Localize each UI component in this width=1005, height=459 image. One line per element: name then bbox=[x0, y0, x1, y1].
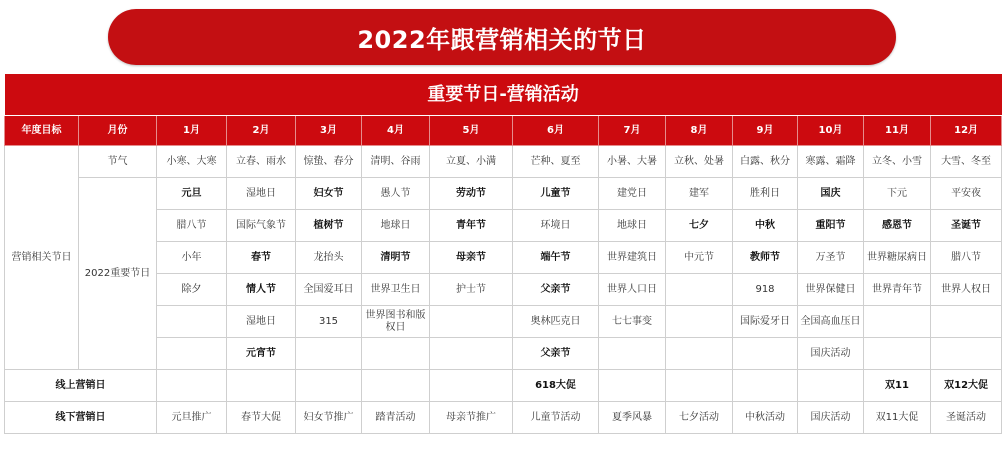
festival-cell: 劳动节 bbox=[430, 178, 513, 210]
festival-cell: 小年 bbox=[157, 242, 227, 274]
festival-cell: 918 bbox=[733, 274, 798, 306]
festival-cell: 中秋 bbox=[733, 210, 798, 242]
festival-cell: 建党日 bbox=[599, 178, 666, 210]
row-label: 2022重要节日 bbox=[79, 178, 157, 370]
festival-cell: 全国高血压日 bbox=[798, 306, 864, 338]
festival-cell: 龙抬头 bbox=[296, 242, 362, 274]
jieqi-cell: 芒种、夏至 bbox=[513, 146, 599, 178]
festival-cell: 七夕 bbox=[666, 210, 733, 242]
row-label: 节气 bbox=[79, 146, 157, 178]
offline-cell: 圣诞活动 bbox=[931, 402, 1002, 434]
festival-cell: 奥林匹克日 bbox=[513, 306, 599, 338]
festival-cell bbox=[430, 338, 513, 370]
festival-cell bbox=[931, 338, 1002, 370]
online-cell bbox=[666, 370, 733, 402]
festival-cell: 母亲节 bbox=[430, 242, 513, 274]
festival-cell: 国际爱牙日 bbox=[733, 306, 798, 338]
table-row bbox=[5, 146, 1002, 178]
jieqi-cell: 寒露、霜降 bbox=[798, 146, 864, 178]
festival-cell: 感恩节 bbox=[864, 210, 931, 242]
offline-cell: 踏青活动 bbox=[362, 402, 430, 434]
festival-cell: 地球日 bbox=[599, 210, 666, 242]
jieqi-cell: 立夏、小满 bbox=[430, 146, 513, 178]
festival-cell: 重阳节 bbox=[798, 210, 864, 242]
festival-cell bbox=[931, 306, 1002, 338]
offline-cell: 妇女节推广 bbox=[296, 402, 362, 434]
offline-cell: 中秋活动 bbox=[733, 402, 798, 434]
column-header: 6月 bbox=[513, 116, 599, 146]
festival-cell: 腊八节 bbox=[931, 242, 1002, 274]
online-cell: 双11 bbox=[864, 370, 931, 402]
festival-cell: 元旦 bbox=[157, 178, 227, 210]
festival-cell: 地球日 bbox=[362, 210, 430, 242]
column-header: 8月 bbox=[666, 116, 733, 146]
festival-cell: 愚人节 bbox=[362, 178, 430, 210]
jieqi-cell: 小暑、大暑 bbox=[599, 146, 666, 178]
festival-cell: 国庆 bbox=[798, 178, 864, 210]
festival-cell: 湿地日 bbox=[227, 306, 296, 338]
festival-cell: 妇女节 bbox=[296, 178, 362, 210]
column-header: 月份 bbox=[79, 116, 157, 146]
festival-cell bbox=[666, 274, 733, 306]
jieqi-cell: 立冬、小雪 bbox=[864, 146, 931, 178]
festival-cell: 世界保健日 bbox=[798, 274, 864, 306]
online-cell: 双12大促 bbox=[931, 370, 1002, 402]
festival-cell bbox=[733, 338, 798, 370]
column-header: 11月 bbox=[864, 116, 931, 146]
column-header: 9月 bbox=[733, 116, 798, 146]
table-body bbox=[5, 146, 1002, 434]
festival-cell: 国庆活动 bbox=[798, 338, 864, 370]
festival-cell: 世界糖尿病日 bbox=[864, 242, 931, 274]
jieqi-cell: 立春、雨水 bbox=[227, 146, 296, 178]
festival-cell bbox=[157, 306, 227, 338]
column-header: 2月 bbox=[227, 116, 296, 146]
table-row bbox=[5, 370, 1002, 402]
header-row bbox=[5, 116, 1002, 146]
jieqi-cell: 大雪、冬至 bbox=[931, 146, 1002, 178]
festival-cell: 世界图书和版权日 bbox=[362, 306, 430, 338]
online-cell: 618大促 bbox=[513, 370, 599, 402]
page-title: 2022年跟营销相关的节日 bbox=[108, 9, 896, 65]
festival-cell: 全国爱耳日 bbox=[296, 274, 362, 306]
row-label: 线下营销日 bbox=[5, 402, 157, 434]
table-banner: 重要节日-营销活动 bbox=[5, 74, 1002, 116]
festival-cell: 清明节 bbox=[362, 242, 430, 274]
online-cell bbox=[599, 370, 666, 402]
festival-cell: 父亲节 bbox=[513, 338, 599, 370]
column-header: 年度目标 bbox=[5, 116, 79, 146]
festival-cell: 湿地日 bbox=[227, 178, 296, 210]
row-label: 线上营销日 bbox=[5, 370, 157, 402]
offline-cell: 儿童节活动 bbox=[513, 402, 599, 434]
festival-cell: 护士节 bbox=[430, 274, 513, 306]
offline-cell: 国庆活动 bbox=[798, 402, 864, 434]
online-cell bbox=[296, 370, 362, 402]
table-row bbox=[5, 178, 1002, 210]
festival-cell: 父亲节 bbox=[513, 274, 599, 306]
section-label: 营销相关节日 bbox=[5, 146, 79, 370]
festival-table-container bbox=[4, 74, 1001, 434]
column-header: 3月 bbox=[296, 116, 362, 146]
festival-cell: 平安夜 bbox=[931, 178, 1002, 210]
festival-cell bbox=[864, 338, 931, 370]
festival-cell: 元宵节 bbox=[227, 338, 296, 370]
festival-cell: 建军 bbox=[666, 178, 733, 210]
offline-cell: 夏季风暴 bbox=[599, 402, 666, 434]
festival-cell: 胜利日 bbox=[733, 178, 798, 210]
jieqi-cell: 清明、谷雨 bbox=[362, 146, 430, 178]
festival-cell: 下元 bbox=[864, 178, 931, 210]
festival-cell: 世界人口日 bbox=[599, 274, 666, 306]
festival-cell: 世界青年节 bbox=[864, 274, 931, 306]
festival-cell bbox=[362, 338, 430, 370]
column-header: 10月 bbox=[798, 116, 864, 146]
festival-cell bbox=[157, 338, 227, 370]
online-cell bbox=[733, 370, 798, 402]
festival-cell: 植树节 bbox=[296, 210, 362, 242]
jieqi-cell: 白露、秋分 bbox=[733, 146, 798, 178]
table-row bbox=[5, 402, 1002, 434]
festival-cell: 春节 bbox=[227, 242, 296, 274]
festival-cell: 世界建筑日 bbox=[599, 242, 666, 274]
offline-cell: 七夕活动 bbox=[666, 402, 733, 434]
column-header: 12月 bbox=[931, 116, 1002, 146]
offline-cell: 母亲节推广 bbox=[430, 402, 513, 434]
festival-table bbox=[4, 74, 1002, 434]
online-cell bbox=[157, 370, 227, 402]
offline-cell: 双11大促 bbox=[864, 402, 931, 434]
festival-cell: 国际气象节 bbox=[227, 210, 296, 242]
festival-cell: 圣诞节 bbox=[931, 210, 1002, 242]
festival-cell bbox=[864, 306, 931, 338]
column-header: 4月 bbox=[362, 116, 430, 146]
festival-cell bbox=[599, 338, 666, 370]
festival-cell: 世界人权日 bbox=[931, 274, 1002, 306]
festival-cell: 万圣节 bbox=[798, 242, 864, 274]
festival-cell: 环境日 bbox=[513, 210, 599, 242]
festival-cell: 教师节 bbox=[733, 242, 798, 274]
festival-cell bbox=[666, 338, 733, 370]
festival-cell: 腊八节 bbox=[157, 210, 227, 242]
jieqi-cell: 惊蛰、春分 bbox=[296, 146, 362, 178]
festival-cell: 世界卫生日 bbox=[362, 274, 430, 306]
jieqi-cell: 小寒、大寒 bbox=[157, 146, 227, 178]
offline-cell: 元旦推广 bbox=[157, 402, 227, 434]
festival-cell bbox=[666, 306, 733, 338]
festival-cell: 中元节 bbox=[666, 242, 733, 274]
jieqi-cell: 立秋、处暑 bbox=[666, 146, 733, 178]
column-header: 7月 bbox=[599, 116, 666, 146]
festival-cell: 情人节 bbox=[227, 274, 296, 306]
online-cell bbox=[227, 370, 296, 402]
festival-cell: 315 bbox=[296, 306, 362, 338]
column-header: 1月 bbox=[157, 116, 227, 146]
festival-cell: 端午节 bbox=[513, 242, 599, 274]
offline-cell: 春节大促 bbox=[227, 402, 296, 434]
online-cell bbox=[798, 370, 864, 402]
online-cell bbox=[430, 370, 513, 402]
festival-cell bbox=[430, 306, 513, 338]
festival-cell: 除夕 bbox=[157, 274, 227, 306]
festival-cell: 青年节 bbox=[430, 210, 513, 242]
festival-cell: 儿童节 bbox=[513, 178, 599, 210]
festival-cell: 七七事变 bbox=[599, 306, 666, 338]
online-cell bbox=[362, 370, 430, 402]
festival-cell bbox=[296, 338, 362, 370]
column-header: 5月 bbox=[430, 116, 513, 146]
